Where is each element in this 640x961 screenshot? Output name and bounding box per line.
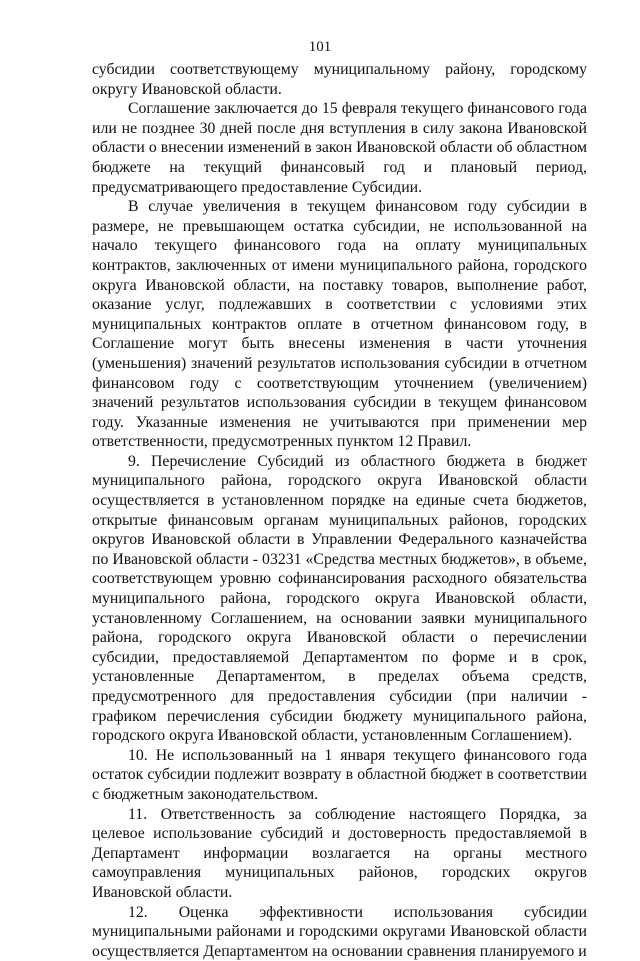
paragraph-subsidy-increase: В случае увеличения в текущем финансовом году субсидии в размере, не превышающем остатка субсидии, не использованной на начало текущего финансового года на оплату муниципальных контрактов, заключенных от имени муниципального района, городского округа Ивановской области, на поставку товаров, выполнение работ, оказание услуг, подлежавших в соответствии с условиями этих муниципальных контрактов оплате в отчетном финансовом году, в Соглашение могут быть внесены изменения в части уточнения (уменьшения) значений результатов использования субсидии в отчетном финансовом году с соответствующим уточнением (увеличением) значений результатов использования субсидии в текущем финансовом году. Указанные изменения не учитываются при применении мер ответственности, предусмотренных пунктом 12 Правил. (92, 198, 587, 451)
paragraph-item-9: 9. Перечисление Субсидий из областного бюджета в бюджет муниципального района, городского округа Ивановской области осуществляется в установленном порядке на единые счета бюджетов, открытые финансовым органам муниципальных районов, городских округов Ивановской области в Управлении Федерального казначейства по Ивановской области - 03231 «Средства местных бюджетов», в объеме, соответствующем уровню софинансирования расходного обязательства муниципального района, городского округа Ивановской области, установленному Соглашением, на основании заявки муниципального района, городского округа Ивановской области о перечислении субсидии, предоставляемой Департаментом по форме и в срок, установленные Департаментом, в пределах объема средств, предусмотренного для предоставления субсидии (при наличии - графиком перечисления субсидии бюджету муниципального района, городского округа Ивановской области, установленным Соглашением). (92, 452, 587, 745)
paragraph-item-10: 10. Не использованный на 1 января текущего финансового года остаток субсидии подлежит возврату в областной бюджет в соответствии с бюджетным законодательством. (92, 746, 587, 803)
paragraph-agreement-deadline: Соглашение заключается до 15 февраля текущего финансового года или не позднее 30 дней после дня вступления в силу закона Ивановской области о внесении изменений в закон Ивановской области об областном бюджете на текущий финансовый год и плановый период, предусматривающего предоставление Субсидии. (92, 100, 587, 196)
paragraph-item-12: 12. Оценка эффективности использования субсидии муниципальными районами и городскими округами Ивановской области осуществляется Департаментом на основании сравнения планируемого и (92, 903, 587, 960)
body-text (92, 60, 587, 961)
paragraph-item-11: 11. Ответственность за соблюдение настоящего Порядка, за целевое использование субсидий и достоверность предоставляемой в Департамент информации возлагается на органы местного самоуправления муниципальных районов, городских округов Ивановской области. (92, 805, 587, 901)
page-number: 101 (308, 39, 332, 55)
paragraph-continuation: субсидии соответствующему муниципальному району, городскому округу Ивановской области. (92, 61, 587, 98)
